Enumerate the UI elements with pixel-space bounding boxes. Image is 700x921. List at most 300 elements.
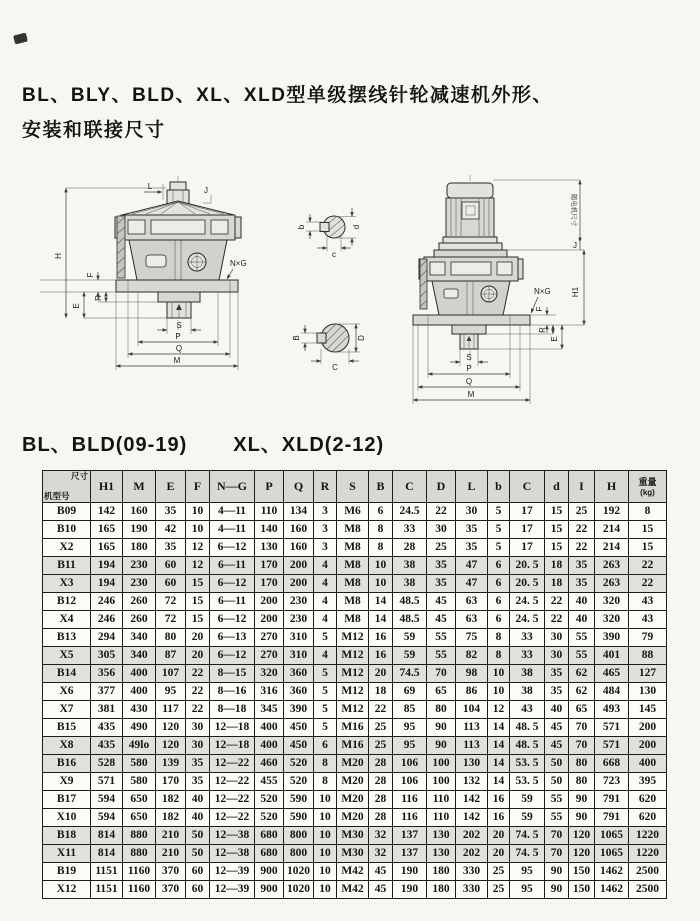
value-cell: 4 bbox=[314, 593, 337, 611]
value-cell: 50 bbox=[186, 827, 210, 845]
value-cell: 60 bbox=[186, 881, 210, 899]
value-cell: 104 bbox=[456, 701, 488, 719]
value-cell: 116 bbox=[393, 791, 427, 809]
column-header: F bbox=[186, 471, 210, 503]
value-cell: 1160 bbox=[123, 881, 156, 899]
value-cell: 4—11 bbox=[210, 503, 255, 521]
table-row bbox=[43, 773, 667, 791]
value-cell: 48.5 bbox=[393, 611, 427, 629]
value-cell: M8 bbox=[337, 575, 369, 593]
value-cell: 25 bbox=[569, 503, 595, 521]
right-dim-label-Q: Q bbox=[465, 377, 473, 386]
column-header: E bbox=[156, 471, 186, 503]
model-cell: B13 bbox=[43, 629, 91, 647]
value-cell: 520 bbox=[284, 755, 314, 773]
value-cell: 668 bbox=[595, 755, 629, 773]
value-cell: 210 bbox=[156, 845, 186, 863]
value-cell: 12—38 bbox=[210, 845, 255, 863]
value-cell: 814 bbox=[91, 827, 123, 845]
value-cell: 80 bbox=[569, 755, 595, 773]
value-cell: 75 bbox=[456, 629, 488, 647]
value-cell: 6 bbox=[488, 611, 510, 629]
value-cell: M8 bbox=[337, 611, 369, 629]
value-cell: 117 bbox=[156, 701, 186, 719]
model-cell: X11 bbox=[43, 845, 91, 863]
value-cell: 137 bbox=[393, 827, 427, 845]
value-cell: 100 bbox=[427, 773, 456, 791]
value-cell: 95 bbox=[510, 863, 545, 881]
value-cell: 20 bbox=[186, 629, 210, 647]
value-cell: 330 bbox=[456, 863, 488, 881]
left-dim-label-F: F bbox=[86, 272, 95, 278]
value-cell: 1020 bbox=[284, 881, 314, 899]
value-cell: 22 bbox=[545, 611, 569, 629]
value-cell: 316 bbox=[255, 683, 284, 701]
model-cell: X3 bbox=[43, 575, 91, 593]
column-header: Q bbox=[284, 471, 314, 503]
value-cell: 1151 bbox=[91, 863, 123, 881]
value-cell: 594 bbox=[91, 791, 123, 809]
value-cell: 12 bbox=[488, 701, 510, 719]
value-cell: 134 bbox=[284, 503, 314, 521]
value-cell: 16 bbox=[369, 647, 393, 665]
value-cell: 60 bbox=[186, 863, 210, 881]
value-cell: 90 bbox=[545, 881, 569, 899]
value-cell: 22 bbox=[186, 665, 210, 683]
value-cell: 330 bbox=[456, 881, 488, 899]
section-small-label-c: c bbox=[332, 250, 336, 259]
section-title bbox=[22, 428, 384, 457]
value-cell: 59 bbox=[510, 809, 545, 827]
value-cell: 571 bbox=[91, 773, 123, 791]
value-cell: 48. 5 bbox=[510, 737, 545, 755]
value-cell: 69 bbox=[393, 683, 427, 701]
value-cell: 142 bbox=[456, 791, 488, 809]
value-cell: 8 bbox=[488, 629, 510, 647]
value-cell: 55 bbox=[427, 629, 456, 647]
page-title-line2: 安装和联接尺寸 bbox=[22, 120, 166, 141]
value-cell: 1462 bbox=[595, 863, 629, 881]
model-cell: X5 bbox=[43, 647, 91, 665]
value-cell: 18 bbox=[545, 557, 569, 575]
model-cell: X4 bbox=[43, 611, 91, 629]
table-row bbox=[43, 719, 667, 737]
value-cell: 80 bbox=[427, 701, 456, 719]
value-cell: 230 bbox=[284, 611, 314, 629]
table-row bbox=[43, 503, 667, 521]
value-cell: 571 bbox=[595, 737, 629, 755]
value-cell: 62 bbox=[569, 683, 595, 701]
value-cell: 10 bbox=[186, 503, 210, 521]
table-row bbox=[43, 575, 667, 593]
value-cell: 90 bbox=[427, 737, 456, 755]
scan-artifact bbox=[13, 33, 28, 45]
value-cell: 120 bbox=[569, 827, 595, 845]
value-cell: 14 bbox=[488, 719, 510, 737]
value-cell: 15 bbox=[545, 503, 569, 521]
value-cell: 260 bbox=[123, 611, 156, 629]
value-cell: 345 bbox=[255, 701, 284, 719]
value-cell: 59 bbox=[393, 629, 427, 647]
value-cell: 5 bbox=[314, 665, 337, 683]
value-cell: 140 bbox=[255, 521, 284, 539]
value-cell: 10 bbox=[314, 809, 337, 827]
value-cell: 12—22 bbox=[210, 755, 255, 773]
value-cell: 24. 5 bbox=[510, 593, 545, 611]
value-cell: 182 bbox=[156, 809, 186, 827]
model-cell: X12 bbox=[43, 881, 91, 899]
value-cell: 16 bbox=[369, 629, 393, 647]
value-cell: 246 bbox=[91, 593, 123, 611]
value-cell: 5 bbox=[314, 701, 337, 719]
value-cell: 4—11 bbox=[210, 521, 255, 539]
column-header: H1 bbox=[91, 471, 123, 503]
value-cell: 214 bbox=[595, 521, 629, 539]
value-cell: 35 bbox=[545, 683, 569, 701]
model-cell: B09 bbox=[43, 503, 91, 521]
value-cell: 22 bbox=[427, 503, 456, 521]
value-cell: 230 bbox=[123, 557, 156, 575]
value-cell: M42 bbox=[337, 881, 369, 899]
value-cell: 110 bbox=[255, 503, 284, 521]
value-cell: 6 bbox=[488, 557, 510, 575]
column-header: M bbox=[123, 471, 156, 503]
table-row bbox=[43, 611, 667, 629]
value-cell: 110 bbox=[427, 791, 456, 809]
value-cell: 4 bbox=[314, 647, 337, 665]
value-cell: 370 bbox=[156, 863, 186, 881]
value-cell: 150 bbox=[569, 863, 595, 881]
value-cell: 130 bbox=[456, 755, 488, 773]
value-cell: 160 bbox=[284, 539, 314, 557]
value-cell: 580 bbox=[123, 755, 156, 773]
right-reducer-with-motor-drawing bbox=[413, 175, 584, 404]
left-dim-label-P: P bbox=[175, 332, 181, 341]
page-title-line1: BL、BLY、BLD、XL、XLD型单级摆线针轮减速机外形、 bbox=[22, 85, 553, 106]
value-cell: 180 bbox=[123, 539, 156, 557]
value-cell: 49lo bbox=[123, 737, 156, 755]
value-cell: 88 bbox=[629, 647, 667, 665]
value-cell: 35 bbox=[569, 575, 595, 593]
value-cell: 50 bbox=[186, 845, 210, 863]
value-cell: 594 bbox=[91, 809, 123, 827]
value-cell: 55 bbox=[545, 809, 569, 827]
value-cell: M12 bbox=[337, 701, 369, 719]
value-cell: 8 bbox=[314, 755, 337, 773]
value-cell: 320 bbox=[255, 665, 284, 683]
value-cell: 263 bbox=[595, 575, 629, 593]
value-cell: 45 bbox=[427, 593, 456, 611]
value-cell: 5 bbox=[314, 719, 337, 737]
value-cell: 15 bbox=[545, 539, 569, 557]
technical-drawings bbox=[0, 170, 700, 415]
value-cell: 22 bbox=[569, 539, 595, 557]
value-cell: 106 bbox=[393, 773, 427, 791]
value-cell: 33 bbox=[393, 521, 427, 539]
column-header: B bbox=[369, 471, 393, 503]
value-cell: 95 bbox=[510, 881, 545, 899]
right-dim-label-motor: 随电机尺寸 bbox=[570, 193, 577, 227]
value-cell: 180 bbox=[427, 881, 456, 899]
column-header: b bbox=[488, 471, 510, 503]
value-cell: 6—11 bbox=[210, 557, 255, 575]
value-cell: 493 bbox=[595, 701, 629, 719]
value-cell: 35 bbox=[545, 665, 569, 683]
value-cell: M12 bbox=[337, 665, 369, 683]
model-cell: B11 bbox=[43, 557, 91, 575]
value-cell: 85 bbox=[393, 701, 427, 719]
corner-header-cell bbox=[43, 471, 91, 503]
value-cell: 60 bbox=[156, 557, 186, 575]
corner-label-model: 机型号 bbox=[44, 491, 70, 502]
value-cell: 6 bbox=[488, 593, 510, 611]
value-cell: M12 bbox=[337, 629, 369, 647]
value-cell: M8 bbox=[337, 521, 369, 539]
value-cell: M16 bbox=[337, 737, 369, 755]
value-cell: 400 bbox=[255, 737, 284, 755]
value-cell: 12—18 bbox=[210, 737, 255, 755]
column-header: I bbox=[569, 471, 595, 503]
value-cell: 70 bbox=[427, 665, 456, 683]
table-row bbox=[43, 521, 667, 539]
value-cell: 12 bbox=[186, 557, 210, 575]
value-cell: M42 bbox=[337, 863, 369, 881]
value-cell: 520 bbox=[284, 773, 314, 791]
value-cell: 87 bbox=[156, 647, 186, 665]
value-cell: 400 bbox=[123, 683, 156, 701]
value-cell: 43 bbox=[629, 593, 667, 611]
value-cell: M8 bbox=[337, 557, 369, 575]
page-title bbox=[22, 78, 553, 148]
value-cell: 30 bbox=[186, 737, 210, 755]
model-cell: B10 bbox=[43, 521, 91, 539]
value-cell: 192 bbox=[595, 503, 629, 521]
value-cell: 200 bbox=[629, 719, 667, 737]
left-dim-label-J: J bbox=[204, 186, 208, 195]
value-cell: 15 bbox=[629, 539, 667, 557]
value-cell: 6—12 bbox=[210, 539, 255, 557]
value-cell: 2500 bbox=[629, 881, 667, 899]
value-cell: 12—22 bbox=[210, 791, 255, 809]
value-cell: 38 bbox=[510, 683, 545, 701]
value-cell: 377 bbox=[91, 683, 123, 701]
value-cell: 25 bbox=[369, 737, 393, 755]
value-cell: 14 bbox=[488, 773, 510, 791]
shaft-section-small bbox=[297, 208, 361, 259]
value-cell: 20 bbox=[369, 665, 393, 683]
value-cell: 170 bbox=[255, 575, 284, 593]
value-cell: 3 bbox=[314, 503, 337, 521]
value-cell: 38 bbox=[393, 557, 427, 575]
right-dim-label-NG: N×G bbox=[534, 287, 551, 296]
value-cell: 40 bbox=[186, 791, 210, 809]
value-cell: 65 bbox=[569, 701, 595, 719]
value-cell: 70 bbox=[545, 827, 569, 845]
value-cell: 880 bbox=[123, 827, 156, 845]
value-cell: 79 bbox=[629, 629, 667, 647]
value-cell: 10 bbox=[314, 791, 337, 809]
value-cell: 28 bbox=[369, 809, 393, 827]
value-cell: 200 bbox=[629, 737, 667, 755]
value-cell: 22 bbox=[629, 557, 667, 575]
table-row bbox=[43, 737, 667, 755]
value-cell: 1151 bbox=[91, 881, 123, 899]
left-dim-label-E: E bbox=[72, 303, 81, 309]
value-cell: 30 bbox=[427, 521, 456, 539]
value-cell: 310 bbox=[284, 629, 314, 647]
table-row bbox=[43, 557, 667, 575]
right-dim-label-P: P bbox=[466, 364, 472, 373]
value-cell: 6 bbox=[314, 737, 337, 755]
value-cell: 113 bbox=[456, 719, 488, 737]
value-cell: 1065 bbox=[595, 827, 629, 845]
value-cell: 45 bbox=[369, 881, 393, 899]
left-dim-label-M: M bbox=[173, 356, 181, 365]
value-cell: 310 bbox=[284, 647, 314, 665]
value-cell: 435 bbox=[91, 719, 123, 737]
value-cell: 25 bbox=[488, 881, 510, 899]
value-cell: 340 bbox=[123, 629, 156, 647]
value-cell: 38 bbox=[393, 575, 427, 593]
section-small-label-b: b bbox=[297, 224, 306, 230]
table-row bbox=[43, 845, 667, 863]
value-cell: 107 bbox=[156, 665, 186, 683]
right-dim-label-S: S bbox=[466, 353, 472, 362]
value-cell: 435 bbox=[91, 737, 123, 755]
value-cell: 1462 bbox=[595, 881, 629, 899]
value-cell: 270 bbox=[255, 647, 284, 665]
value-cell: 3 bbox=[314, 521, 337, 539]
value-cell: 35 bbox=[427, 557, 456, 575]
value-cell: 200 bbox=[284, 557, 314, 575]
value-cell: 10 bbox=[488, 683, 510, 701]
value-cell: 30 bbox=[186, 719, 210, 737]
value-cell: 47 bbox=[456, 575, 488, 593]
value-cell: 528 bbox=[91, 755, 123, 773]
value-cell: 8 bbox=[629, 503, 667, 521]
value-cell: 35 bbox=[427, 575, 456, 593]
value-cell: 142 bbox=[91, 503, 123, 521]
value-cell: 6—12 bbox=[210, 647, 255, 665]
value-cell: 900 bbox=[255, 881, 284, 899]
column-header-weight: 重量 (kg) bbox=[629, 471, 667, 503]
column-header: D bbox=[427, 471, 456, 503]
table-row bbox=[43, 701, 667, 719]
value-cell: 28 bbox=[369, 791, 393, 809]
left-dim-label-NG: N×G bbox=[230, 259, 247, 268]
right-dim-label-J: J bbox=[573, 241, 577, 250]
right-dim-label-H1: H1 bbox=[571, 286, 580, 298]
value-cell: 3 bbox=[314, 539, 337, 557]
value-cell: 8 bbox=[314, 773, 337, 791]
value-cell: 723 bbox=[595, 773, 629, 791]
value-cell: 4 bbox=[314, 557, 337, 575]
value-cell: 214 bbox=[595, 539, 629, 557]
value-cell: 95 bbox=[393, 737, 427, 755]
value-cell: 22 bbox=[569, 521, 595, 539]
value-cell: 100 bbox=[427, 755, 456, 773]
value-cell: 74. 5 bbox=[510, 845, 545, 863]
value-cell: 14 bbox=[369, 611, 393, 629]
value-cell: 50 bbox=[545, 755, 569, 773]
value-cell: 12—38 bbox=[210, 827, 255, 845]
value-cell: 25 bbox=[427, 539, 456, 557]
value-cell: 18 bbox=[545, 575, 569, 593]
value-cell: 320 bbox=[595, 611, 629, 629]
model-cell: B16 bbox=[43, 755, 91, 773]
value-cell: 182 bbox=[156, 791, 186, 809]
value-cell: 1220 bbox=[629, 827, 667, 845]
column-header: S bbox=[337, 471, 369, 503]
table-row bbox=[43, 665, 667, 683]
value-cell: 200 bbox=[255, 593, 284, 611]
value-cell: M30 bbox=[337, 827, 369, 845]
value-cell: 180 bbox=[427, 863, 456, 881]
value-cell: 33 bbox=[510, 629, 545, 647]
value-cell: 10 bbox=[314, 827, 337, 845]
value-cell: 80 bbox=[569, 773, 595, 791]
value-cell: 28 bbox=[369, 773, 393, 791]
value-cell: 43 bbox=[629, 611, 667, 629]
value-cell: 116 bbox=[393, 809, 427, 827]
value-cell: 82 bbox=[456, 647, 488, 665]
value-cell: 680 bbox=[255, 845, 284, 863]
value-cell: 15 bbox=[186, 611, 210, 629]
table-row bbox=[43, 593, 667, 611]
value-cell: 12—18 bbox=[210, 719, 255, 737]
table-row bbox=[43, 881, 667, 899]
value-cell: 14 bbox=[488, 755, 510, 773]
model-cell: B17 bbox=[43, 791, 91, 809]
column-header: d bbox=[545, 471, 569, 503]
value-cell: 15 bbox=[186, 575, 210, 593]
value-cell: 132 bbox=[456, 773, 488, 791]
value-cell: 900 bbox=[255, 863, 284, 881]
value-cell: 139 bbox=[156, 755, 186, 773]
value-cell: M20 bbox=[337, 809, 369, 827]
value-cell: 62 bbox=[569, 665, 595, 683]
table-row bbox=[43, 863, 667, 881]
value-cell: 202 bbox=[456, 845, 488, 863]
value-cell: 650 bbox=[123, 791, 156, 809]
value-cell: 10 bbox=[186, 521, 210, 539]
value-cell: 20 bbox=[488, 845, 510, 863]
value-cell: 70 bbox=[569, 737, 595, 755]
value-cell: 45 bbox=[545, 719, 569, 737]
value-cell: 320 bbox=[595, 593, 629, 611]
value-cell: 194 bbox=[91, 557, 123, 575]
value-cell: 142 bbox=[456, 809, 488, 827]
model-cell: X10 bbox=[43, 809, 91, 827]
value-cell: 40 bbox=[545, 701, 569, 719]
value-cell: 814 bbox=[91, 845, 123, 863]
value-cell: 70 bbox=[569, 719, 595, 737]
value-cell: 170 bbox=[156, 773, 186, 791]
value-cell: 55 bbox=[427, 647, 456, 665]
value-cell: 230 bbox=[123, 575, 156, 593]
value-cell: 130 bbox=[255, 539, 284, 557]
model-cell: X7 bbox=[43, 701, 91, 719]
value-cell: 170 bbox=[255, 557, 284, 575]
value-cell: 63 bbox=[456, 593, 488, 611]
value-cell: 53. 5 bbox=[510, 773, 545, 791]
value-cell: 5 bbox=[488, 521, 510, 539]
value-cell: 5 bbox=[314, 683, 337, 701]
value-cell: 14 bbox=[488, 737, 510, 755]
value-cell: 90 bbox=[569, 791, 595, 809]
value-cell: 70 bbox=[545, 845, 569, 863]
value-cell: 50 bbox=[545, 773, 569, 791]
